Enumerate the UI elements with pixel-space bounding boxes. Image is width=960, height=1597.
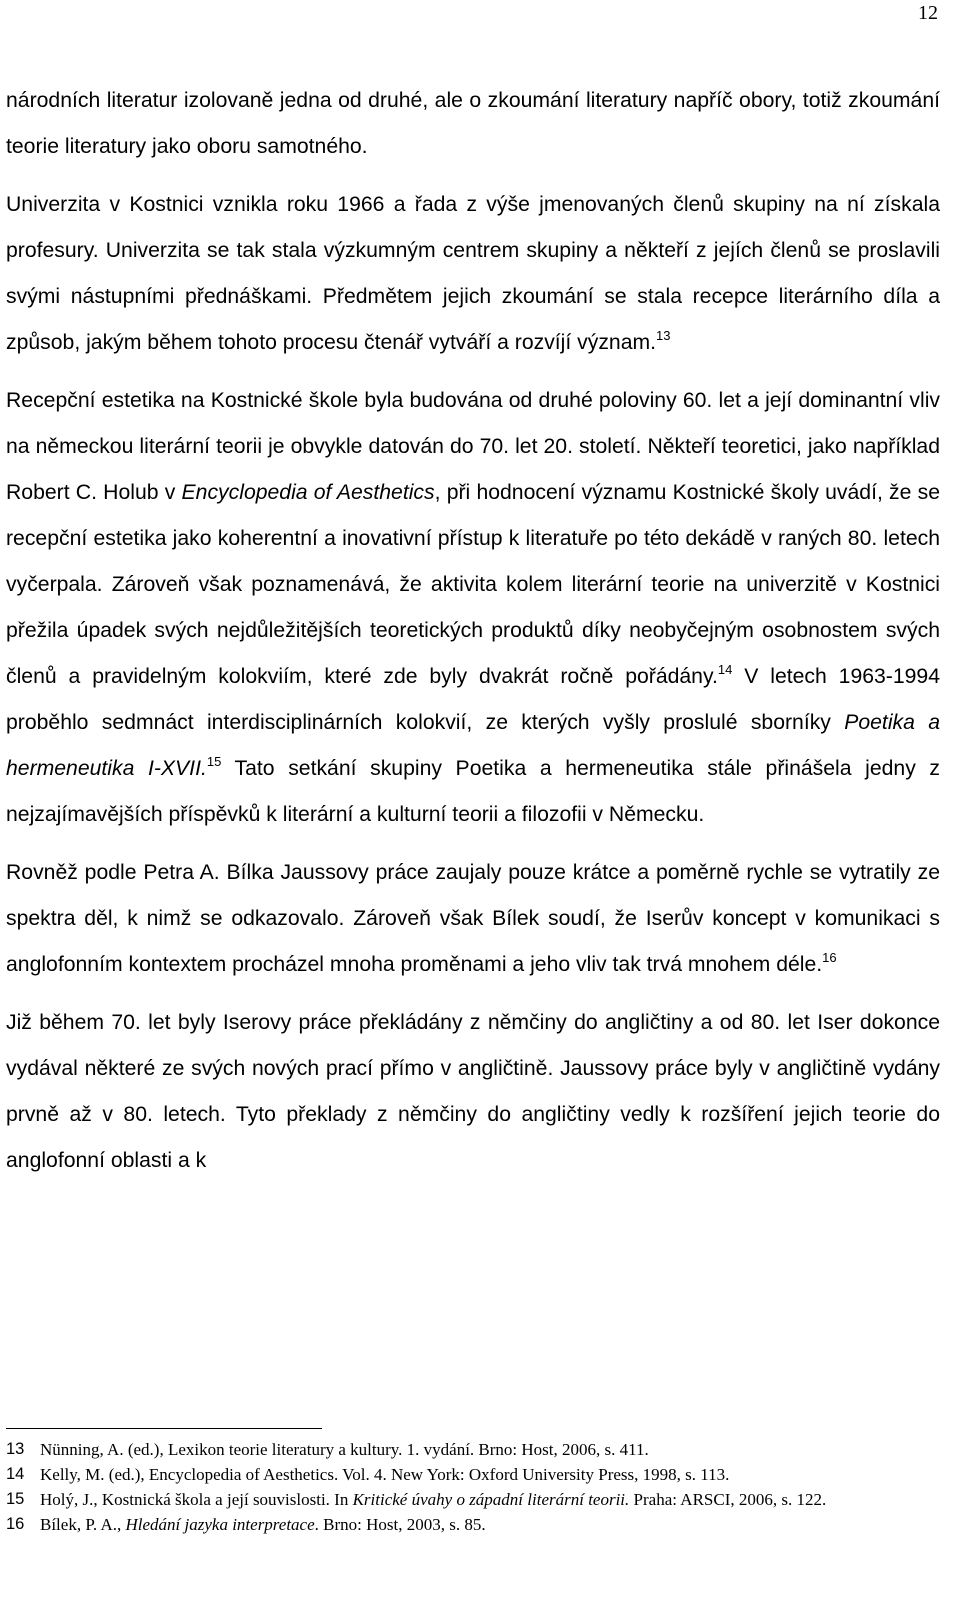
text-run: Recepční estetika na Kostnické škole byla budována od druhé poloviny 60. let a její dominantní vliv na německou literární teorii je obvykle datován do 70. let 20. století. Někteří teoretici, jako například Robert C. Holub v xyxy=(6,389,940,504)
paragraph xyxy=(6,1000,940,1184)
text-run: Holý, J., Kostnická škola a její souvislosti. In xyxy=(40,1490,353,1509)
italic-text: Encyclopedia of Aesthetics xyxy=(181,481,435,504)
text-run: Bílek, P. A., xyxy=(40,1515,126,1534)
footnote-number: 14 xyxy=(6,1465,25,1483)
text-run: Rovněž podle Petra A. Bílka Jaussovy práce zaujaly pouze krátce a poměrně rychle se vytratily ze spektra děl, k nimž se odkazovalo. Zároveň však Bílek soudí, že Iserův koncept v komunikaci s anglofonním kontextem procházel mnoha proměnami a jeho vliv tak trvá mnohem déle. xyxy=(6,861,940,976)
footnote xyxy=(6,1437,936,1462)
page-number: 12 xyxy=(918,2,938,24)
footnote xyxy=(6,1487,936,1512)
paragraph xyxy=(6,850,940,988)
italic-text: Kritické úvahy o západní literární teorii. xyxy=(352,1490,630,1509)
footnote-text xyxy=(40,1487,936,1512)
italic-text: Poetika a hermeneutika I-XVII. xyxy=(6,711,941,780)
text-run: Univerzita v Kostnici vznikla roku 1966 a řada z výše jmenovaných členů skupiny na ní získala profesury. Univerzita se tak stala výzkumným centrem skupiny a někteří z jejích členů se proslavili svými nástupními přednáškami. Předmětem jejich zkoumání se stala recepce literárního díla a způsob, jakým během tohoto procesu čtenář vytváří a rozvíjí význam. xyxy=(6,193,940,354)
text-run: V letech 1963-1994 proběhlo sedmnáct interdisciplinárních kolokvií, ze kterých vyšly proslulé sborníky xyxy=(6,665,940,734)
footnote-text xyxy=(40,1512,936,1537)
footnote-reference: 13 xyxy=(656,328,671,343)
footnote-text xyxy=(40,1462,936,1487)
text-run: Tato setkání skupiny Poetika a hermeneutika stále přinášela jedny z nejzajímavějších příspěvků k literární a kulturní teorii a filozofii v Německu. xyxy=(6,757,940,826)
body-text xyxy=(6,78,940,1196)
footnote-reference: 15 xyxy=(206,754,222,769)
text-run: národních literatur izolovaně jedna od druhé, ale o zkoumání literatury napříč obory, totiž zkoumání teorie literatury jako oboru samotného. xyxy=(6,89,940,158)
footnote-number: 15 xyxy=(6,1490,25,1508)
footnote xyxy=(6,1462,936,1487)
paragraph xyxy=(6,182,940,366)
italic-text: Hledání jazyka interpretace xyxy=(125,1515,315,1534)
text-run: Praha: ARSCI, 2006, s. 122. xyxy=(629,1490,827,1509)
footnote xyxy=(6,1512,936,1537)
footnote-reference: 14 xyxy=(717,662,733,677)
text-run: , při hodnocení významu Kostnické školy uvádí, že se recepční estetika jako koherentní a inovativní přístup k literatuře po této dekádě v raných 80. letech vyčerpala. Zároveň však poznamenává, že aktivita kolem literární teorie na univerzitě v Kostnici přežila úpadek svých nejdůležitějších teoretických produktů díky neobyčejným osobnostem svých členů a pravidelným kolokviím, které zde byly dvakrát ročně pořádány. xyxy=(6,481,940,688)
text-run: Kelly, M. (ed.), Encyclopedia of Aesthetics. Vol. 4. New York: Oxford University Press, 1998, s. 113. xyxy=(40,1465,730,1484)
footnote-text xyxy=(40,1437,936,1462)
footnote-number: 16 xyxy=(6,1515,25,1533)
footnote-separator xyxy=(6,1428,322,1429)
text-run: . Brno: Host, 2003, s. 85. xyxy=(314,1515,486,1534)
paragraph xyxy=(6,378,940,838)
footnote-number: 13 xyxy=(6,1440,25,1458)
text-run: Již během 70. let byly Iserovy práce překládány z němčiny do angličtiny a od 80. let Iser dokonce vydával některé ze svých nových prací přímo v angličtině. Jaussovy práce byly v angličtině vydány prvně až v 80. letech. Tyto překlady z němčiny do angličtiny vedly k rozšíření jejich teorie do anglofonní oblasti a k xyxy=(6,1011,940,1172)
footnotes xyxy=(6,1437,936,1537)
footnote-reference: 16 xyxy=(822,950,837,965)
text-run: Nünning, A. (ed.), Lexikon teorie literatury a kultury. 1. vydání. Brno: Host, 2006, s. 411. xyxy=(40,1440,649,1459)
paragraph xyxy=(6,78,940,170)
